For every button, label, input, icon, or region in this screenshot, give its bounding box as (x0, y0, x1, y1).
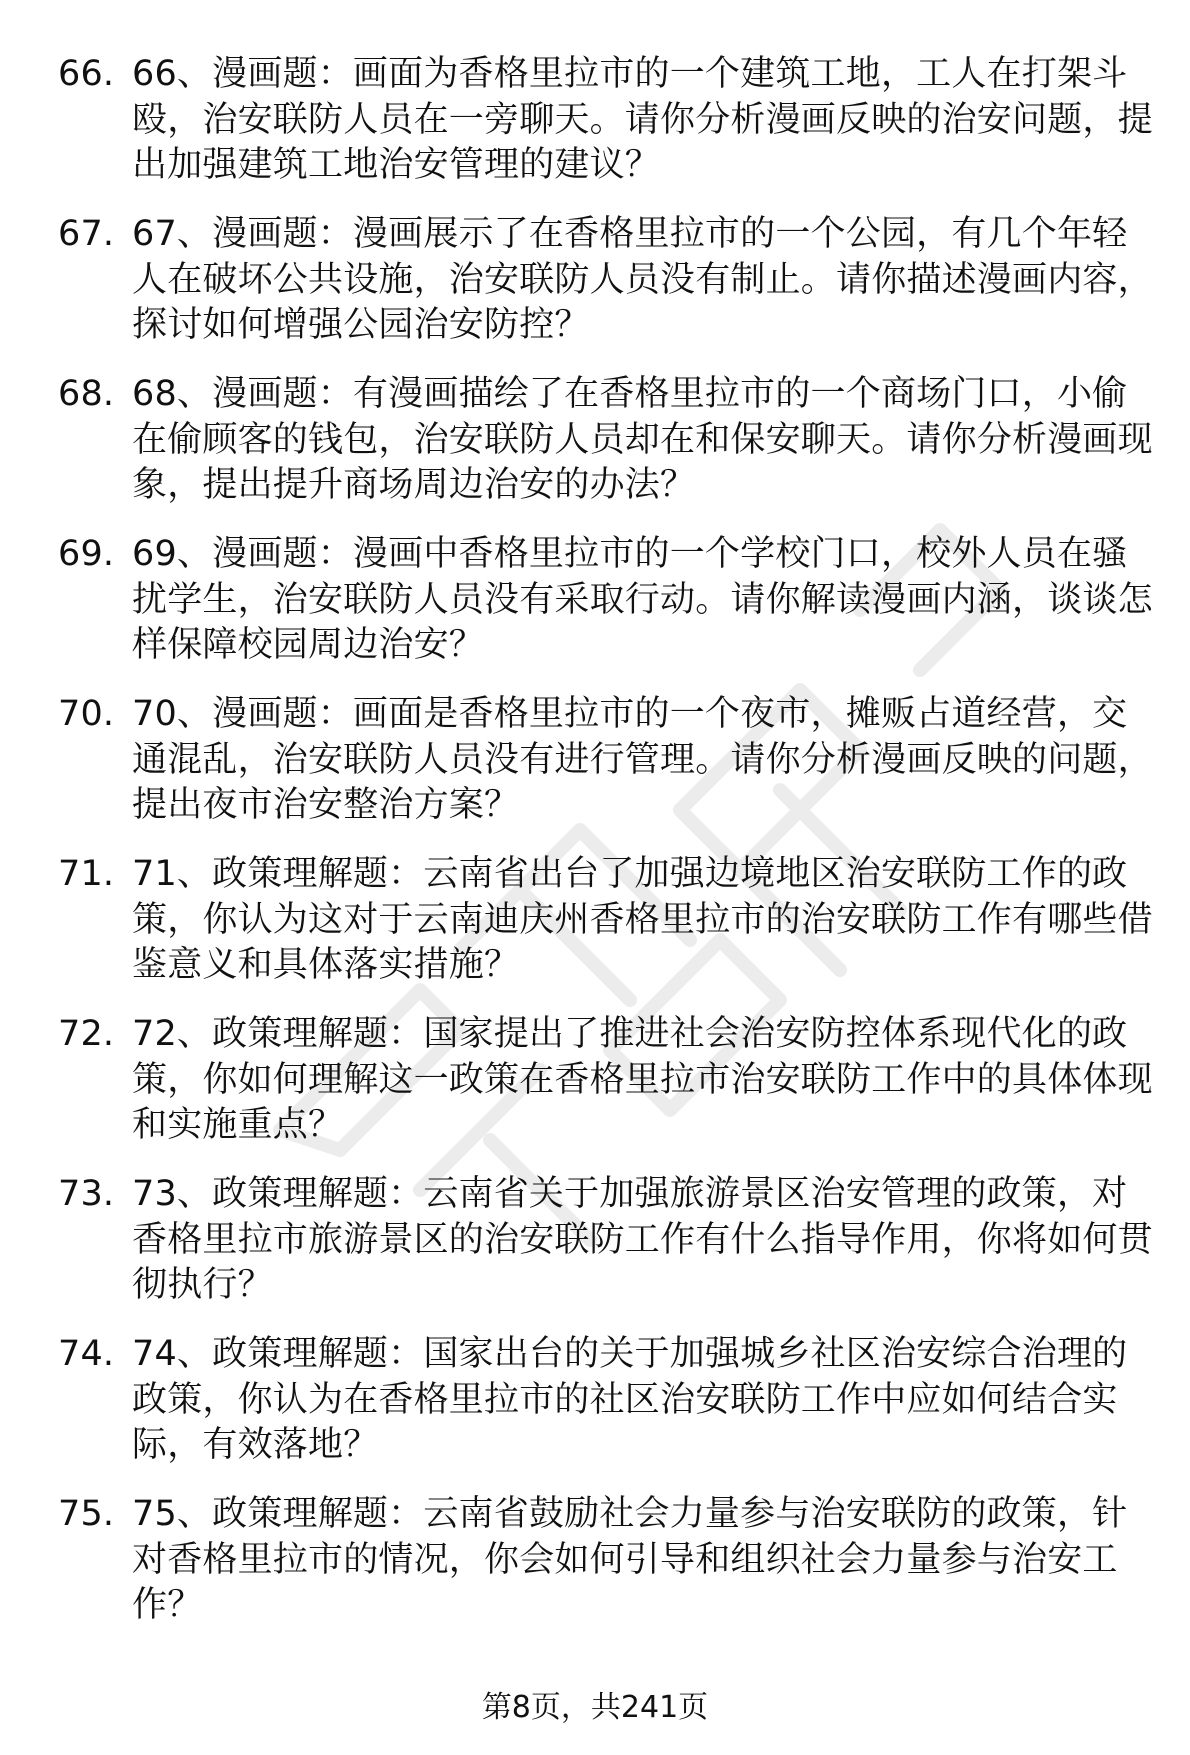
list-item (58, 52, 1156, 189)
question-text: 70、漫画题：画面是香格里拉市的一个夜市，摊贩占道经营，交通混乱，治安联防人员没有进行管理。请你分析漫画反映的问题，提出夜市治安整治方案？ (132, 694, 1153, 825)
question-text: 68、漫画题：有漫画描绘了在香格里拉市的一个商场门口，小偷在偷顾客的钱包，治安联防人员却在和保安聊天。请你分析漫画现象，提出提升商场周边治安的办法？ (132, 374, 1153, 505)
question-text: 75、政策理解题：云南省鼓励社会力量参与治安联防的政策，针对香格里拉市的情况，你会如何引导和组织社会力量参与治安工作？ (132, 1494, 1128, 1625)
question-text: 72、政策理解题：国家提出了推进社会治安防控体系现代化的政策，你如何理解这一政策在香格里拉市治安联防工作中的具体体现和实施重点？ (132, 1014, 1153, 1145)
question-text: 71、政策理解题：云南省出台了加强边境地区治安联防工作的政策，你认为这对于云南迪庆州香格里拉市的治安联防工作有哪些借鉴意义和具体落实措施？ (132, 854, 1153, 985)
list-item (58, 1172, 1156, 1309)
list-item (58, 532, 1156, 669)
list-item (58, 1012, 1156, 1149)
question-text: 67、漫画题：漫画展示了在香格里拉市的一个公园，有几个年轻人在破坏公共设施，治安联防人员没有制止。请你描述漫画内容，探讨如何增强公园治安防控？ (132, 214, 1153, 345)
question-text: 69、漫画题：漫画中香格里拉市的一个学校门口，校外人员在骚扰学生，治安联防人员没有采取行动。请你解读漫画内涵，谈谈怎样保障校园周边治安？ (132, 534, 1153, 665)
list-item (58, 212, 1156, 349)
question-text: 66、漫画题：画面为香格里拉市的一个建筑工地，工人在打架斗殴，治安联防人员在一旁聊天。请你分析漫画反映的治安问题，提出加强建筑工地治安管理的建议？ (132, 54, 1153, 185)
list-item (58, 372, 1156, 509)
question-text: 74、政策理解题：国家出台的关于加强城乡社区治安综合治理的政策，你认为在香格里拉市的社区治安联防工作中应如何结合实际，有效落地？ (132, 1334, 1128, 1465)
list-item (58, 1332, 1156, 1469)
question-number: 68. (58, 374, 115, 414)
question-number: 74. (58, 1334, 115, 1374)
list-item (58, 692, 1156, 829)
question-number: 67. (58, 214, 115, 254)
question-number: 73. (58, 1174, 115, 1214)
page-footer: 第8页，共241页 (481, 1690, 709, 1725)
list-item (58, 852, 1156, 989)
question-number: 69. (58, 534, 115, 574)
question-list (58, 52, 1156, 1652)
question-number: 71. (58, 854, 115, 894)
question-number: 75. (58, 1494, 115, 1534)
question-number: 70. (58, 694, 115, 734)
question-text: 73、政策理解题：云南省关于加强旅游景区治安管理的政策，对香格里拉市旅游景区的治安联防工作有什么指导作用，你将如何贯彻执行？ (132, 1174, 1153, 1305)
question-number: 66. (58, 54, 115, 94)
question-number: 72. (58, 1014, 115, 1054)
list-item (58, 1492, 1156, 1629)
